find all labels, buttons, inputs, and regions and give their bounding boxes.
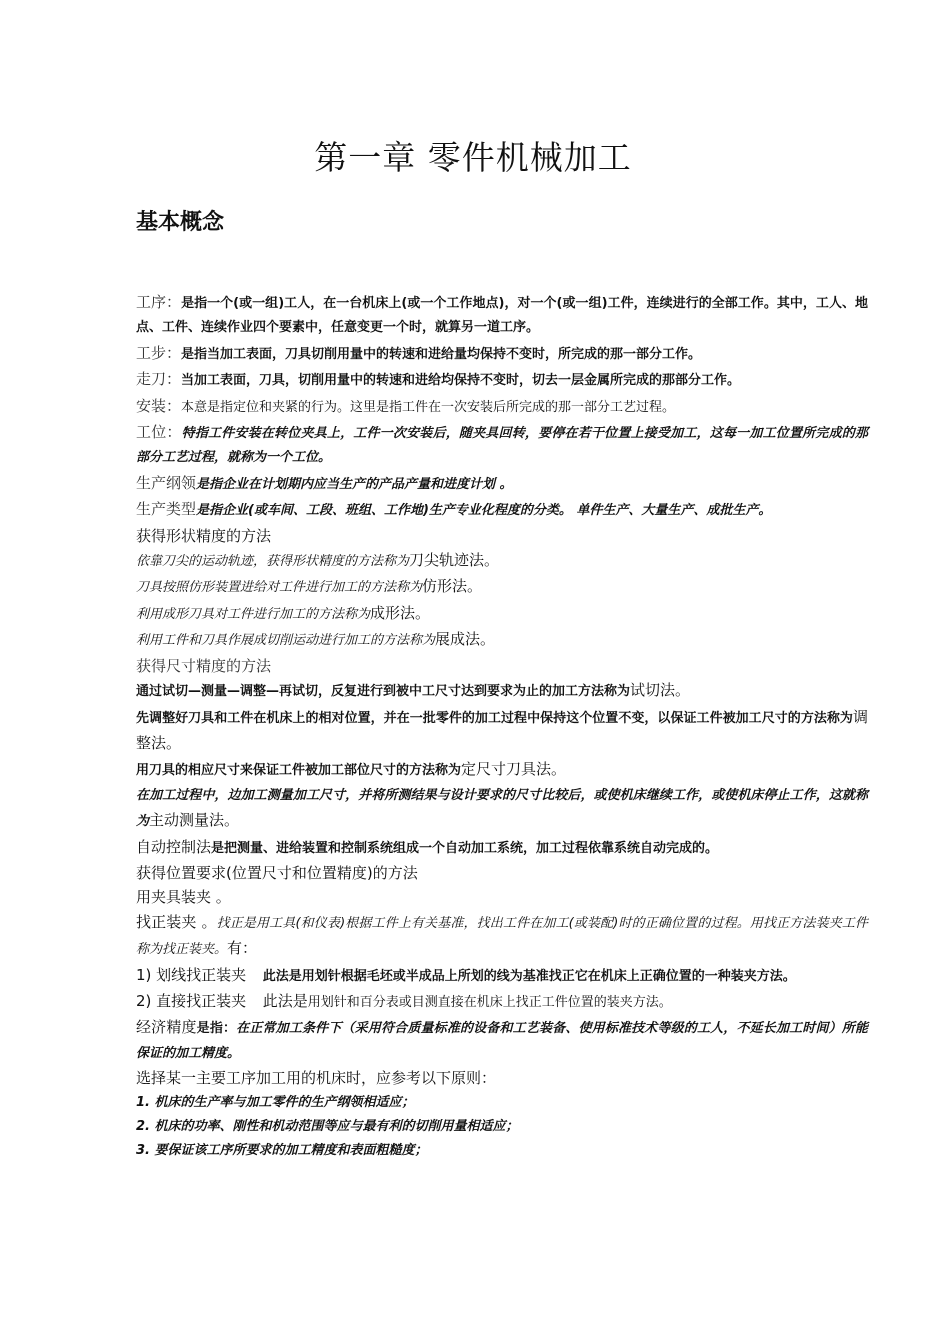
definition-text: 是指企业(或车间、工段、班组、工作地)生产专业化程度的分类。 单件生产、大量生产、成批生产。 (196, 503, 772, 519)
paragraph-process (136, 290, 868, 341)
rule-2: 2. 机床的功率、刚性和机动范围等应与最有利的切削用量相适应； (136, 1119, 519, 1134)
item-text: 用划针和百分表或目测直接在机床上找正工件位置的装夹方法。 (307, 994, 672, 1010)
item-direct-alignment (136, 989, 868, 1015)
chapter-title: 第一章 零件机械加工 (314, 138, 632, 177)
item-text: 在加工过程中，边加工测量加工尺寸，并将所测结果与设计要求的尺寸比较后，或使机床继续工作，或使机床停止工作，这就称为 (136, 787, 868, 830)
item-text: 是把测量、进给装置和控制系统组成一个自动加工系统，加工过程依靠系统自动完成的。 (211, 840, 719, 856)
item-text: 先调整好刀具和工件在机床上的相对位置，并在一批零件的加工过程中保持这个位置不变，以保证工件被加工尺寸的方法称为 (136, 710, 853, 726)
item-end: 有： (227, 939, 258, 958)
item-term: 定尺寸刀具法。 (461, 760, 567, 779)
paragraph-step (136, 341, 868, 367)
item-scribe-alignment (136, 963, 868, 989)
definition-text: 本意是指定位和夹紧的行为。这里是指工件在一次安装后所完成的那一部分工艺过程。 (181, 399, 676, 415)
item-mid: 是指： (196, 1021, 237, 1037)
definition-text: 是指一个(或一组)工人，在一台机床上(或一个工作地点)，对一个(或一组)工件，连续进行的全部工作。其中，工人、地点、工件、连续作业四个要素中，任意变更一个时，就算另一道工序。 (136, 296, 868, 336)
paragraph-station (136, 420, 868, 471)
item-mid: 此法是 (262, 991, 308, 1010)
heading-machine-selection: 选择某一主要工序加工用的机床时，应参考以下原则： (136, 1069, 497, 1088)
item-term: 2) 直接找正装夹 (136, 991, 247, 1010)
item-text: 通过试切—测量—调整—再试切，反复进行到被中工尺寸达到要求为止的加工方法称为 (136, 684, 631, 700)
term-label: 生产纲领 (136, 473, 197, 492)
heading-shape-accuracy: 获得形状精度的方法 (136, 526, 272, 545)
paragraph-production-plan (136, 471, 868, 497)
paragraph-setup (136, 394, 868, 420)
term-label: 工步： (136, 343, 182, 362)
definition-text: 特指工件安装在转位夹具上，工件一次安装后，随夹具回转，要停在若干位置上接受加工，这每一加工位置所完成的那部分工艺过程，就称为一个工位。 (136, 426, 868, 466)
item-adjustment (136, 705, 868, 758)
definition-text: 是指企业在计划期内应当生产的产品产量和进度计划 。 (196, 476, 513, 492)
item-sized-tool (136, 757, 868, 783)
item-text: 刀具按照仿形装置进给对工件进行加工的方法称为 (136, 580, 423, 596)
item-term: 展成法。 (435, 630, 496, 649)
term-label: 走刀： (136, 370, 182, 389)
paragraph-production-type (136, 497, 868, 523)
item-term: 刀尖轨迹法。 (409, 551, 500, 570)
item-term: 找正装夹 。 (136, 912, 217, 931)
item-profiling (136, 574, 868, 600)
term-label: 工位： (136, 423, 182, 442)
item-economic-accuracy (136, 1015, 868, 1066)
item-term: 试切法。 (630, 681, 691, 700)
item-term: 调整法。 (136, 707, 868, 752)
item-term: 仿形法。 (422, 577, 483, 596)
rule-1: 1. 机床的生产率与加工零件的生产纲领相适应； (136, 1094, 415, 1110)
term-label: 工序： (136, 293, 182, 311)
rule-3: 3. 要保证该工序所要求的加工精度和表面粗糙度； (136, 1143, 428, 1159)
heading-position-accuracy: 获得位置要求(位置尺寸和位置精度)的方法 (136, 863, 418, 882)
item-forming (136, 601, 868, 627)
item-active-measure (136, 784, 868, 835)
item-term: 成形法。 (370, 603, 431, 622)
item-generating (136, 627, 868, 653)
definition-text: 当加工表面，刀具，切削用量中的转速和进给均保持不变时，切去一层金属所完成的那部分工作。 (181, 373, 741, 389)
paragraph-pass (136, 367, 868, 393)
item-alignment-clamp (136, 910, 868, 963)
item-text: 找正是用工具(和仪表)根据工件上有关基准，找出工件在加工(或装配)时的正确位置的过程。用找正方法装夹工件称为找正装夹。 (136, 915, 868, 958)
section-heading: 基本概念 (136, 210, 225, 235)
definition-text: 是指当加工表面，刀具切削用量中的转速和进给量均保持不变时，所完成的那一部分工作。 (181, 346, 702, 362)
item-auto-control (136, 835, 868, 861)
term-label: 生产类型 (136, 500, 197, 519)
item-trial-cut (136, 678, 868, 704)
item-text: 依靠刀尖的运动轨迹，获得形状精度的方法称为 (136, 554, 410, 570)
heading-size-accuracy: 获得尺寸精度的方法 (136, 656, 272, 675)
item-text: 用刀具的相应尺寸来保证工件被加工部位尺寸的方法称为 (136, 763, 462, 779)
item-term: 经济精度 (136, 1018, 197, 1037)
item-text: 利用成形刀具对工件进行加工的方法称为 (136, 606, 371, 622)
item-term: 自动控制法 (136, 837, 212, 856)
item-text: 此法是用划针根据毛坯或半成品上所划的线为基准找正它在机床上正确位置的一种装夹方法。 (262, 968, 796, 984)
item-text: 在正常加工条件下（采用符合质量标准的设备和工艺装备、使用标准技术等级的工人，不延长加工时间）所能保证的加工精度。 (136, 1021, 868, 1061)
document-body (136, 290, 868, 1164)
term-label: 安装： (136, 396, 182, 415)
item-fixture-clamp: 用夹具装夹 。 (136, 888, 231, 907)
item-term: 1) 划线找正装夹 (136, 965, 247, 984)
item-tool-path (136, 548, 868, 574)
item-text: 利用工件和刀具作展成切削运动进行加工的方法称为 (136, 633, 436, 649)
item-term: 主动测量法。 (149, 811, 240, 830)
